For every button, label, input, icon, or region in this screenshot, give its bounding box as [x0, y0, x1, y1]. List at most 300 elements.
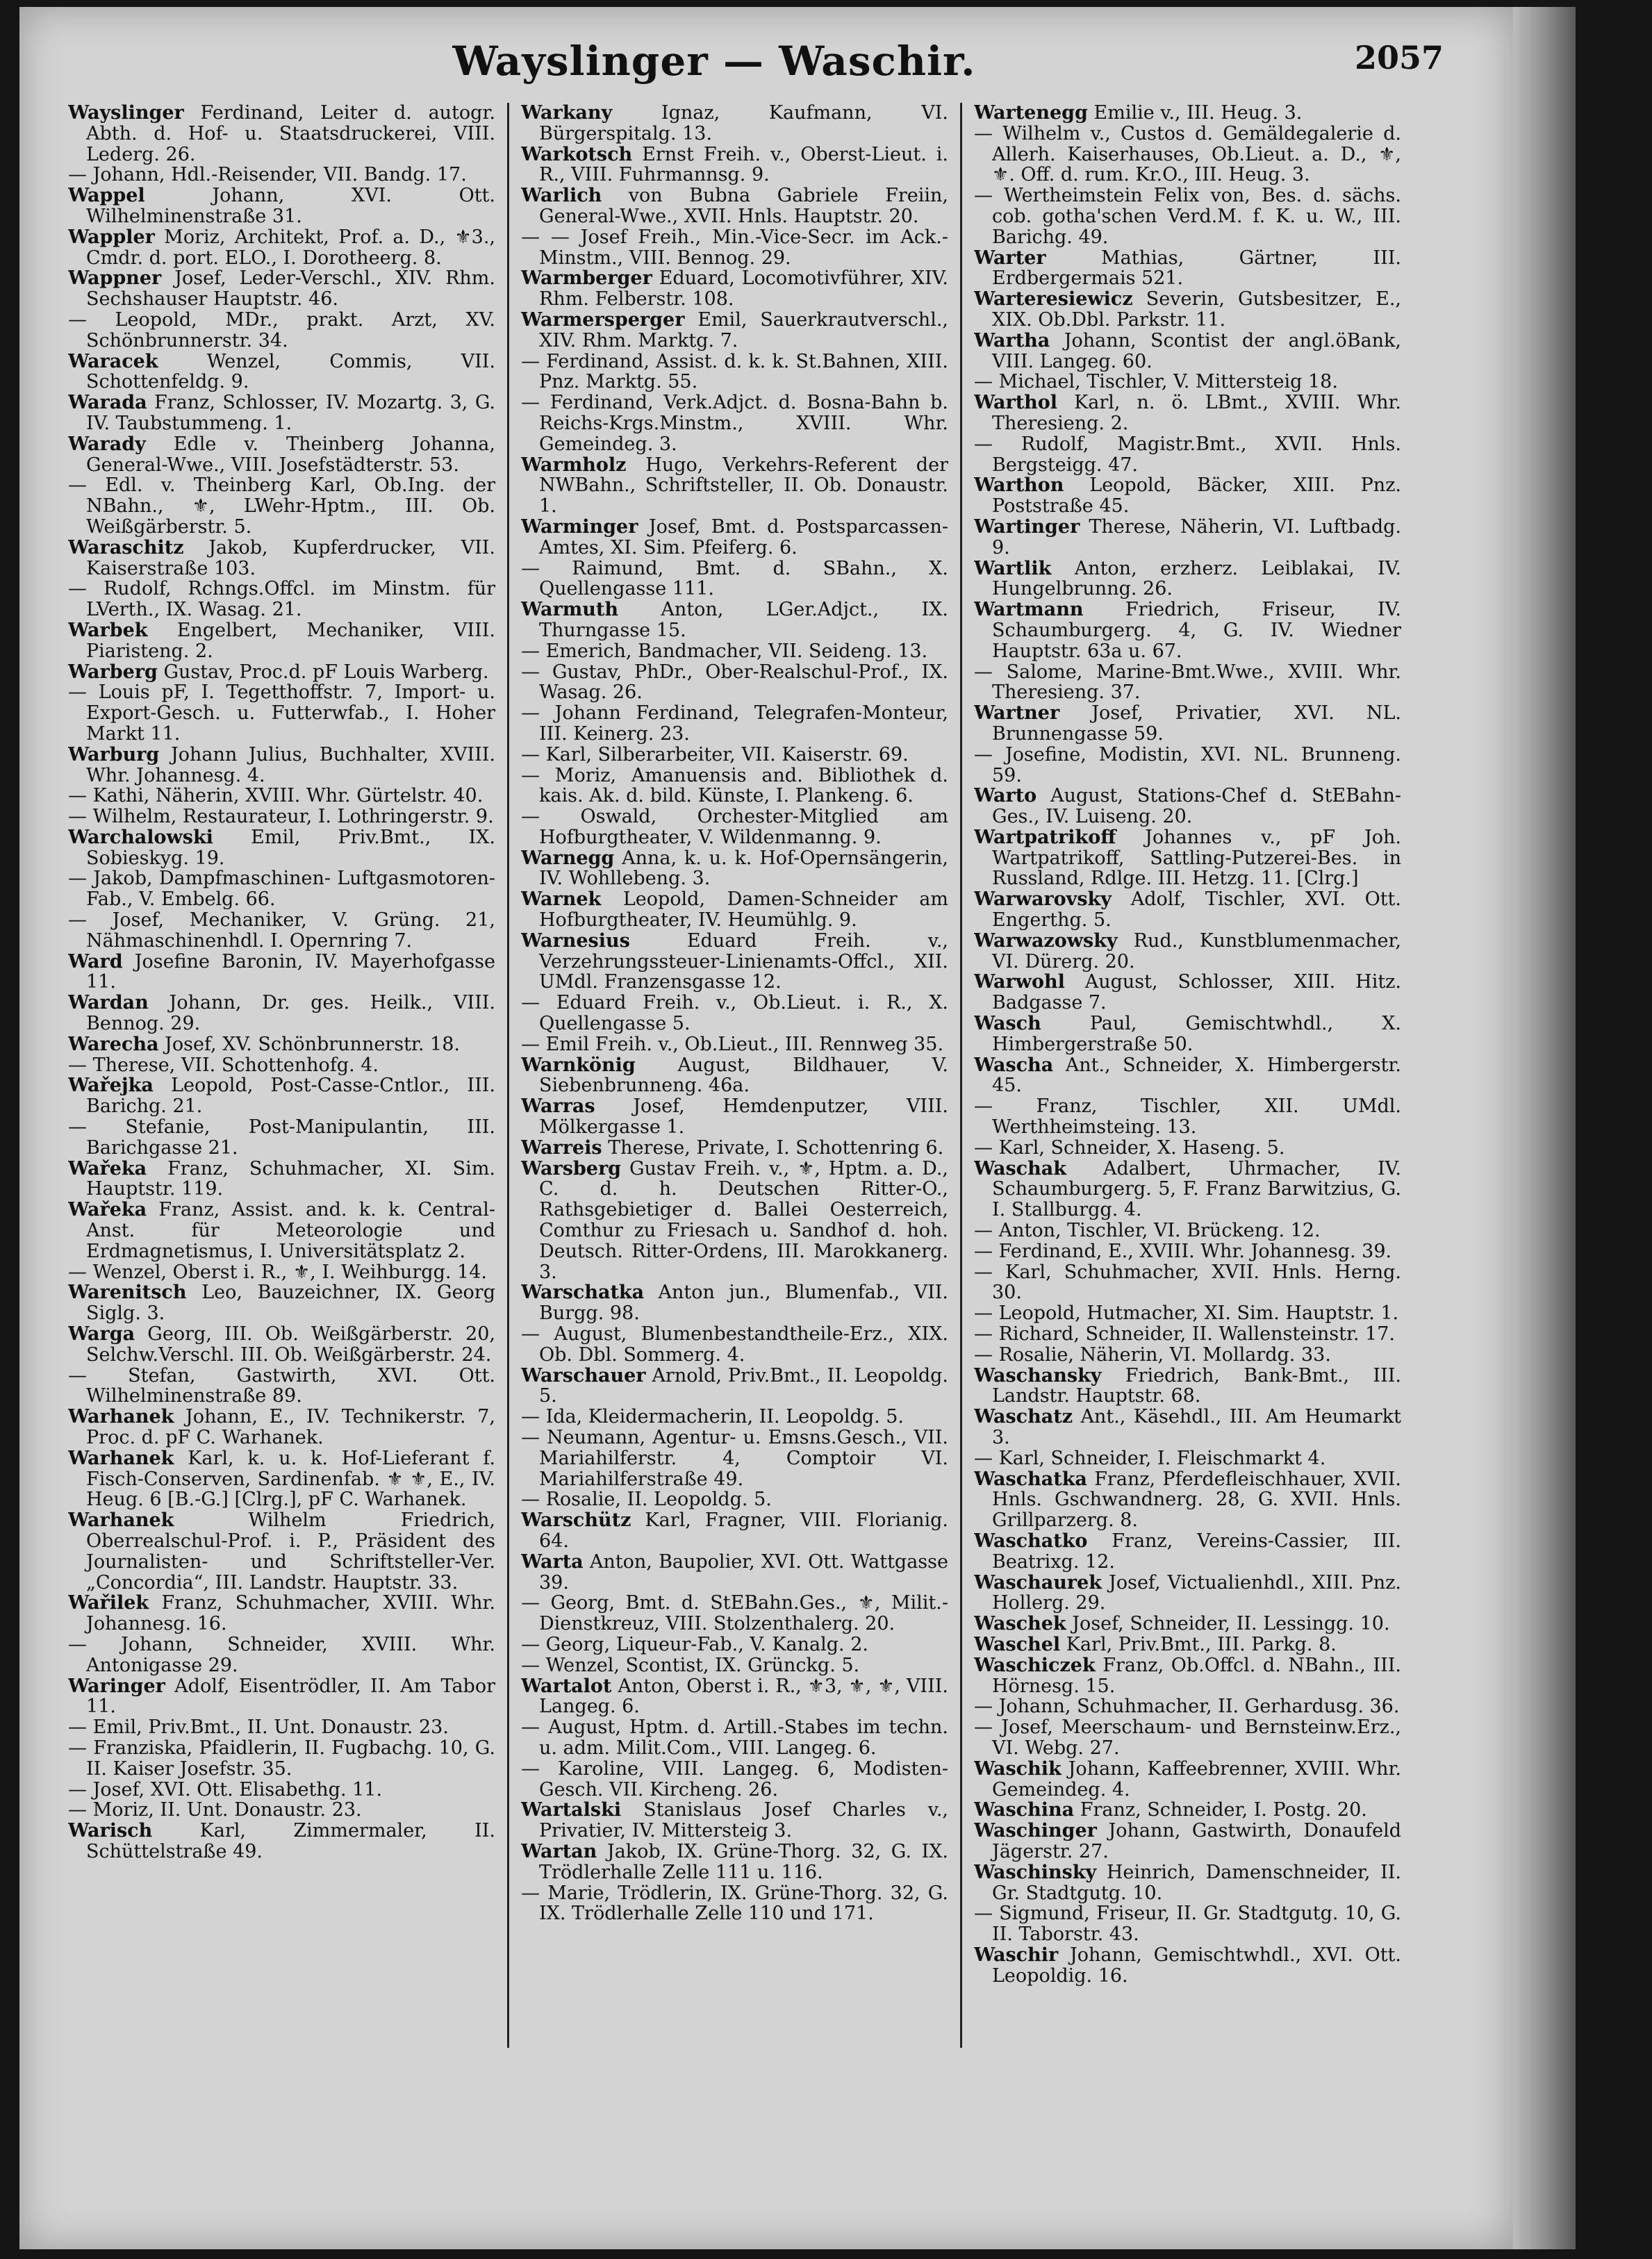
entry-surname: Wartenegg — [974, 103, 1088, 124]
directory-entry — [521, 1138, 948, 1159]
directory-entry — [68, 1262, 495, 1283]
entry-surname: Wappel — [68, 185, 145, 207]
entry-details: Karl, Zimmermaler, II. Schüttelstraße 49. — [86, 1820, 495, 1862]
entry-surname: Warwarovsky — [974, 888, 1112, 911]
entry-details: Johann, Kaffeebrenner, XVIII. Whr. Gemeindeg. 4. — [992, 1757, 1401, 1801]
entry-details: Wilhelm Friedrich, Oberrealschul-Prof. i. P., Präsident des Journalisten- und Schriftsteller-Ver. „Concordia“, III. Landstr. Hauptstr. 33. — [86, 1509, 495, 1594]
entry-details: — Kathi, Näherin, XVIII. Whr. Gürtelstr. 40. — [68, 785, 484, 807]
entry-details: — Louis pF, I. Tegetthoffstr. 7, Import- u. Export-Gesch. u. Futterwfab., I. Hoher Markt 11. — [68, 681, 495, 745]
entry-details: Adolf, Eisentrödler, II. Am Tabor 11. — [86, 1675, 495, 1718]
entry-details: — Salome, Marine-Bmt.Wwe., XVIII. Whr. Theresieng. 37. — [974, 661, 1401, 704]
entry-details: — Sigmund, Friseur, II. Gr. Stadtgutg. 10, G. II. Taborstr. 43. — [974, 1903, 1401, 1946]
entry-details: — Michael, Tischler, V. Mittersteig 18. — [974, 371, 1338, 393]
entry-surname: Wartmann — [974, 599, 1084, 621]
column-3 — [974, 103, 1401, 2228]
entry-details: Franz, Schlosser, IV. Mozartg. 3, G. IV. Taubstummeng. 1. — [86, 392, 495, 434]
entry-details: Arnold, Priv.Bmt., II. Leopoldg. 5. — [539, 1364, 948, 1407]
directory-entry — [68, 434, 495, 476]
entry-details: Johann, Gastwirth, Donaufeld Jägerstr. 27. — [992, 1820, 1401, 1862]
entry-details: — Johann, Schneider, XVIII. Whr. Antonigasse 29. — [68, 1633, 495, 1676]
directory-entry — [521, 1883, 948, 1925]
directory-entry — [521, 1324, 948, 1366]
directory-entry — [521, 1034, 948, 1055]
entry-details: — Oswald, Orchester-Mitglied am Hofburgtheater, V. Wildenmanng. 9. — [521, 806, 948, 848]
directory-entry — [521, 1055, 948, 1097]
entry-details: — Therese, VII. Schottenhofg. 4. — [68, 1054, 379, 1076]
directory-entry — [521, 1759, 948, 1801]
directory-entry — [521, 931, 948, 993]
entry-surname: Wařeka — [68, 1157, 147, 1180]
entry-details: Ignaz, Kaufmann, VI. Bürgerspitalg. 13. — [539, 103, 948, 144]
entry-details: — Josef, Meerschaum- und Bernsteinw.Erz., VI. Webg. 27. — [974, 1716, 1401, 1759]
directory-entry — [974, 248, 1401, 290]
entry-surname: Wařilek — [68, 1592, 149, 1614]
entry-details: — Ferdinand, Verk.Adjct. d. Bosna-Bahn b. Reichs-Krgs.Minstm., XVIII. Whr. Gemeindeg. 3. — [521, 392, 948, 455]
entry-details: Anna, k. u. k. Hof-Opernsängerin, IV. Wohllebeng. 3. — [539, 847, 948, 890]
entry-surname: Waschiczek — [974, 1654, 1096, 1676]
directory-entry — [521, 392, 948, 454]
entry-details: Karl, n. ö. LBmt., XVIII. Whr. Theresieng. 2. — [992, 392, 1401, 434]
column-1 — [68, 103, 495, 2228]
directory-entry — [974, 599, 1401, 661]
entry-surname: Warkotsch — [521, 143, 633, 165]
entry-surname: Warhanek — [68, 1447, 174, 1469]
entry-surname: Wařeka — [68, 1199, 147, 1221]
directory-entry — [68, 952, 495, 993]
entry-details: — Wilhelm v., Custos d. Gemäldegalerie d. Allerh. Kaiserhauses, Ob.Lieut. a. D., ⚜, ⚜. Off. d. rum. Kr.O., III. Heug. 3. — [974, 122, 1401, 186]
entry-details: Adalbert, Uhrmacher, IV. Schaumburgerg. 5, F. Franz Barwitzius, G. I. Stallburgg. 4. — [992, 1157, 1401, 1221]
entry-surname: Warenitsch — [68, 1282, 187, 1304]
directory-entry — [68, 1717, 495, 1738]
entry-details: Karl, Fragner, VIII. Florianig. 64. — [539, 1509, 948, 1552]
entry-details: Jakob, Kupferdrucker, VII. Kaiserstraße 103. — [86, 536, 495, 579]
directory-entry — [68, 1366, 495, 1407]
entry-details: Franz, Schneider, I. Postg. 20. — [1080, 1799, 1367, 1821]
directory-entry — [521, 517, 948, 558]
directory-entry — [974, 1573, 1401, 1614]
entry-details: Therese, Näherin, VI. Luftbadg. 9. — [992, 515, 1401, 558]
directory-entry — [521, 662, 948, 704]
directory-entry — [974, 1096, 1401, 1138]
entry-details: — Jakob, Dampfmaschinen- Luftgasmotoren-Fab., V. Embelg. 66. — [68, 868, 495, 911]
entry-details: — Stefan, Gastwirth, XVI. Ott. Wilhelminenstraße 89. — [68, 1364, 495, 1407]
entry-surname: Warchalowski — [68, 826, 213, 848]
entry-surname: Warberg — [68, 661, 158, 683]
entry-details: — Rudolf, Rchngs.Offcl. im Minstm. für LVerth., IX. Wasag. 21. — [68, 578, 495, 621]
entry-surname: Waschir — [974, 1944, 1059, 1966]
directory-entry — [974, 392, 1401, 434]
entry-details: Gustav, Proc.d. pF Louis Warberg. — [163, 661, 489, 683]
directory-entry — [974, 475, 1401, 517]
entry-details: — Karoline, VIII. Langeg. 6, Modisten-Gesch. VII. Kircheng. 26. — [521, 1757, 948, 1801]
entry-surname: Warhanek — [68, 1509, 174, 1532]
entry-surname: Warschütz — [521, 1509, 631, 1532]
entry-surname: Warminger — [521, 515, 638, 538]
entry-surname: Warlich — [521, 185, 602, 207]
directory-entry — [974, 1138, 1401, 1159]
entry-surname: Waschel — [974, 1633, 1061, 1655]
entry-surname: Wappner — [68, 267, 162, 290]
directory-entry — [68, 103, 495, 165]
directory-entry — [521, 1842, 948, 1883]
entry-details: — Karl, Schneider, I. Fleischmarkt 4. — [974, 1447, 1326, 1469]
directory-entry — [68, 310, 495, 351]
entry-details: Johann, Gemischtwhdl., XVI. Ott. Leopoldig. 16. — [992, 1944, 1401, 1987]
directory-entry — [974, 1448, 1401, 1469]
directory-entry — [68, 993, 495, 1034]
entry-surname: Warnek — [521, 888, 602, 911]
directory-entry — [68, 1593, 495, 1635]
entry-surname: Waschaurek — [974, 1571, 1102, 1594]
entry-surname: Warga — [68, 1323, 135, 1346]
entry-details: Engelbert, Mechaniker, VIII. Piaristeng. 2. — [86, 619, 495, 662]
directory-entry — [521, 848, 948, 890]
entry-surname: Warwohl — [974, 971, 1065, 993]
directory-entry — [521, 185, 948, 227]
directory-entry — [974, 786, 1401, 827]
directory-entry — [974, 1241, 1401, 1262]
entry-details: — August, Blumenbestandtheile-Erz., XIX. Ob. Dbl. Sommerg. 4. — [521, 1323, 948, 1366]
entry-details: Johann, Dr. ges. Heilk., VIII. Bennog. 29. — [86, 992, 495, 1035]
directory-entry — [68, 392, 495, 434]
directory-entry — [974, 1262, 1401, 1304]
directory-entry — [521, 1428, 948, 1489]
entry-details: — Karl, Silberarbeiter, VII. Kaiserstr. 69. — [521, 743, 909, 766]
entry-surname: Warnkönig — [521, 1054, 636, 1076]
directory-entry — [521, 1552, 948, 1594]
directory-entry — [521, 1407, 948, 1428]
directory-entry — [521, 1510, 948, 1552]
directory-entry — [68, 165, 495, 185]
entry-details: Eduard Freih. v., Verzehrungssteuer-Linienamts-Offcl., XII. UMdl. Franzensgasse 12. — [539, 929, 948, 993]
entry-details: — August, Hptm. d. Artill.-Stabes im techn. u. adm. Milit.Com., VIII. Langeg. 6. — [521, 1716, 948, 1759]
entry-details: Josef, Hemdenputzer, VIII. Mölkergasse 1. — [539, 1095, 948, 1139]
directory-entry — [974, 1366, 1401, 1407]
entry-details: Josef, XV. Schönbrunnerstr. 18. — [165, 1033, 460, 1055]
directory-entry — [521, 766, 948, 807]
directory-entry — [68, 1159, 495, 1200]
entry-details: Leopold, Post-Casse-Cntlor., III. Barichg. 21. — [86, 1075, 495, 1118]
entry-details: Therese, Private, I. Schottenring 6. — [608, 1136, 944, 1159]
directory-entry — [68, 579, 495, 620]
directory-entry — [68, 662, 495, 683]
entry-details: Gustav Freih. v., ⚜, Hptm. a. D., C. d. h. Deutschen Ritter-O., Rathsgebietiger d. Ballei Oesterreich, Comthur zu Friesach u. Sandhof d. hoh. Deutsch. Ritter-Ordens, III. Marokkanerg. 3. — [539, 1157, 948, 1283]
directory-entry — [974, 1013, 1401, 1055]
directory-entry — [68, 268, 495, 310]
entry-details: — Marie, Trödlerin, IX. Grüne-Thorg. 32, G. IX. Trödlerhalle Zelle 110 und 171. — [521, 1882, 948, 1925]
entry-surname: Warsberg — [521, 1157, 622, 1180]
entry-surname: Warnegg — [521, 847, 615, 869]
entry-details: Eduard, Locomotivführer, XIV. Rhm. Felberstr. 108. — [539, 267, 948, 311]
entry-details: — Neumann, Agentur- u. Emsns.Gesch., VII. Mariahilferstr. 4, Comptoir VI. Mariahilferstraße 49. — [521, 1427, 948, 1490]
entry-details: Friedrich, Bank-Bmt., III. Landstr. Hauptstr. 68. — [992, 1364, 1401, 1407]
directory-entry — [974, 558, 1401, 600]
entry-surname: Warthon — [974, 474, 1064, 497]
entry-details: — Josef, Mechaniker, V. Grüng. 21, Nähmaschinenhdl. I. Opernring 7. — [68, 909, 495, 952]
entry-details: Franz, Ob.Offcl. d. NBahn., III. Hörnesg. 15. — [992, 1654, 1401, 1697]
directory-entry — [68, 1738, 495, 1780]
entry-details: Stanislaus Josef Charles v., Privatier, IV. Mittersteig 3. — [539, 1799, 948, 1842]
entry-details: — Leopold, Hutmacher, XI. Sim. Hauptstr. 1. — [974, 1302, 1399, 1325]
entry-details: Karl, k. u. k. Hof-Lieferant f. Fisch-Conserven, Sardinenfab. ⚜ ⚜, E., IV. Heug. 6 [B.-G.] [Clrg.], pF C. Warhanek. — [86, 1447, 495, 1511]
directory-entry — [68, 227, 495, 269]
directory-entry — [974, 662, 1401, 704]
entry-surname: Wartlik — [974, 557, 1052, 579]
entry-details: — Franz, Tischler, XII. UMdl. Werthheimsteing. 13. — [974, 1095, 1401, 1139]
directory-entry — [521, 599, 948, 641]
directory-entry — [974, 1696, 1401, 1717]
entry-surname: Waschatko — [974, 1530, 1088, 1552]
entry-details: Leopold, Bäcker, XIII. Pnz. Poststraße 45. — [992, 474, 1401, 518]
entry-surname: Wartan — [521, 1840, 597, 1862]
directory-entry — [974, 124, 1401, 185]
entry-details: — Franziska, Pfaidlerin, II. Fugbachg. 10, G. II. Kaiser Josefstr. 35. — [68, 1737, 495, 1780]
entry-details: Paul, Gemischtwhdl., X. Himbergerstraße 50. — [992, 1013, 1401, 1055]
entry-details: Anton, Baupolier, XVI. Ott. Wattgasse 39. — [539, 1550, 948, 1594]
running-head: Wayslinger — Waschir. — [452, 38, 976, 85]
entry-details: — Stefanie, Post-Manipulantin, III. Barichgasse 21. — [68, 1116, 495, 1159]
entry-surname: Waschatz — [974, 1406, 1073, 1428]
entry-surname: Warady — [68, 433, 146, 455]
entry-surname: Ward — [68, 950, 123, 973]
entry-details: Georg, III. Ob. Weißgärberstr. 20, Selchw.Verschl. III. Ob. Weißgärberstr. 24. — [86, 1323, 495, 1366]
entry-surname: Warmberger — [521, 267, 652, 290]
entry-details: Leopold, Damen-Schneider am Hofburgtheater, IV. Heumühlg. 9. — [539, 888, 948, 932]
entry-surname: Wartner — [974, 702, 1060, 725]
entry-details: — Josefine, Modistin, XVI. NL. Brunneng. 59. — [974, 743, 1401, 786]
entry-details: — Moriz, Amanuensis and. Bibliothek d. kais. Ak. d. bild. Künste, I. Plankeng. 6. — [521, 764, 948, 807]
entry-details: Johann Julius, Buchhalter, XVIII. Whr. Johannesg. 4. — [86, 743, 495, 786]
directory-entry — [974, 1717, 1401, 1759]
entry-surname: Wartha — [974, 329, 1050, 351]
entry-details: — Karl, Schuhmacher, XVII. Hnls. Herng. 30. — [974, 1261, 1401, 1304]
directory-entry — [521, 455, 948, 517]
directory-entry — [68, 1448, 495, 1510]
directory-entry — [974, 1531, 1401, 1573]
entry-details: — Emil, Priv.Bmt., II. Unt. Donaustr. 23. — [68, 1716, 449, 1739]
entry-details: Josef, Privatier, XVI. NL. Brunnengasse 59. — [992, 702, 1401, 745]
entry-details: — Johann, Schuhmacher, II. Gerhardusg. 36. — [974, 1696, 1400, 1718]
entry-details: Moriz, Architekt, Prof. a. D., ⚜3., Cmdr. d. port. ELO., I. Dorotheerg. 8. — [86, 226, 495, 269]
entry-surname: Warwazowsky — [974, 929, 1118, 952]
entry-details: — Raimund, Bmt. d. SBahn., X. Quellengasse 111. — [521, 557, 948, 600]
entry-details: — Richard, Schneider, II. Wallensteinstr. 17. — [974, 1323, 1395, 1346]
page-header — [19, 38, 1513, 93]
entry-details: Rud., Kunstblumenmacher, VI. Dürerg. 20. — [992, 929, 1401, 973]
directory-entry — [974, 931, 1401, 973]
entry-details: Josef, Leder-Verschl., XIV. Rhm. Sechshauser Hauptstr. 46. — [86, 267, 495, 311]
directory-entry — [521, 227, 948, 269]
entry-details: Emil, Priv.Bmt., IX. Sobieskyg. 19. — [86, 826, 495, 869]
entry-surname: Wappler — [68, 226, 155, 248]
directory-entry — [521, 1676, 948, 1718]
entry-surname: Warada — [68, 392, 147, 414]
entry-details: Adolf, Tischler, XVI. Ott. Engerthg. 5. — [992, 888, 1401, 932]
directory-entry — [68, 745, 495, 786]
directory-entry — [521, 703, 948, 745]
entry-details: Anton, LGer.Adjct., IX. Thurngasse 15. — [539, 599, 948, 641]
entry-surname: Warschauer — [521, 1364, 646, 1387]
directory-entry — [521, 1159, 948, 1283]
entry-details: — Georg, Bmt. d. StEBahn.Ges., ⚜, Milit.-Dienstkreuz, VIII. Stolzenthalerg. 20. — [521, 1592, 948, 1635]
entry-surname: Warschatka — [521, 1282, 645, 1304]
entry-details: — Ferdinand, Assist. d. k. k. St.Bahnen, XIII. Pnz. Marktg. 55. — [521, 350, 948, 393]
directory-entry — [521, 806, 948, 848]
directory-entry — [974, 1303, 1401, 1324]
directory-entry — [68, 1324, 495, 1366]
directory-entry — [521, 1635, 948, 1655]
directory-entry — [521, 1717, 948, 1759]
entry-surname: Waschatka — [974, 1468, 1087, 1490]
entry-details: Wenzel, Commis, VII. Schottenfeldg. 9. — [86, 350, 495, 393]
page-number: 2057 — [1354, 39, 1444, 76]
entry-details: — Rosalie, II. Leopoldg. 5. — [521, 1489, 772, 1511]
entry-details: — Johann, Hdl.-Reisender, VII. Bandg. 17. — [68, 164, 467, 186]
directory-entry — [68, 1200, 495, 1261]
entry-surname: Waschinsky — [974, 1861, 1097, 1883]
entry-details: — Eduard Freih. v., Ob.Lieut. i. R., X. Quellengasse 5. — [521, 992, 948, 1035]
directory-entry — [974, 1324, 1401, 1345]
directory-entry — [974, 331, 1401, 372]
entry-surname: Warreis — [521, 1136, 602, 1159]
directory-entry — [68, 1780, 495, 1801]
entry-details: Anton, erzherz. Leiblakai, IV. Hungelbrunng. 26. — [992, 557, 1401, 600]
directory-entry — [974, 185, 1401, 247]
directory-entry — [974, 289, 1401, 331]
directory-entry — [68, 1055, 495, 1076]
entry-details: Johann, XVI. Ott. Wilhelminenstraße 31. — [86, 185, 495, 227]
entry-details: Franz, Schuhmacher, XVIII. Whr. Johannesg. 16. — [86, 1592, 495, 1635]
directory-entry — [68, 1800, 495, 1821]
directory-entry — [974, 103, 1401, 124]
directory-entry — [974, 972, 1401, 1013]
entry-details: Mathias, Gärtner, III. Erdbergermais 521. — [992, 247, 1401, 290]
entry-surname: Warthol — [974, 392, 1058, 414]
entry-details: August, Schlosser, XIII. Hitz. Badgasse 7. — [992, 971, 1401, 1014]
directory-entry — [521, 1282, 948, 1324]
entry-details: Heinrich, Damenschneider, II. Gr. Stadtgutg. 10. — [992, 1861, 1401, 1904]
directory-entry — [521, 745, 948, 766]
entry-details: — Karl, Schneider, X. Haseng. 5. — [974, 1136, 1285, 1159]
directory-entry — [68, 1676, 495, 1718]
entry-details: — Ida, Kleidermacherin, II. Leopoldg. 5. — [521, 1406, 904, 1428]
directory-entry — [974, 1407, 1401, 1448]
directory-entry — [974, 1945, 1401, 1987]
entry-details: Josefine Baronin, IV. Mayerhofgasse 11. — [86, 950, 495, 993]
entry-details: — Leopold, MDr., prakt. Arzt, XV. Schönbrunnerstr. 34. — [68, 308, 495, 351]
entry-details: — Wenzel, Oberst i. R., ⚜, I. Weihburgg. 14. — [68, 1261, 487, 1283]
entry-surname: Warta — [521, 1550, 584, 1573]
entry-details: Emil, Sauerkrautverschl., XIV. Rhm. Marktg. 7. — [539, 308, 948, 351]
directory-entry — [68, 910, 495, 952]
directory-entry — [974, 1800, 1401, 1821]
entry-details: — Anton, Tischler, VI. Brückeng. 12. — [974, 1220, 1321, 1242]
entry-details: Ferdinand, Leiter d. autogr. Abth. d. Hof- u. Staatsdruckerei, VIII. Lederg. 26. — [86, 103, 495, 165]
entry-surname: Warburg — [68, 743, 160, 766]
entry-details: von Bubna Gabriele Freiin, General-Wwe., XVII. Hnls. Hauptstr. 20. — [539, 185, 948, 227]
entry-details: — Emil Freih. v., Ob.Lieut., III. Rennweg 35. — [521, 1033, 944, 1055]
entry-details: August, Bildhauer, V. Siebenbrunneng. 46a. — [539, 1054, 948, 1097]
directory-entry — [974, 703, 1401, 745]
entry-surname: Wartalski — [521, 1799, 622, 1821]
entry-details: Leo, Bauzeichner, IX. Georg Siglg. 3. — [86, 1282, 495, 1325]
directory-entry — [521, 1655, 948, 1676]
directory-entry — [68, 185, 495, 227]
entry-details: Josef, Bmt. d. Postsparcassen-Amtes, XI. Sim. Pfeiferg. 6. — [539, 515, 948, 558]
directory-entry — [68, 1407, 495, 1448]
entry-surname: Waschinger — [974, 1820, 1097, 1842]
entry-details: Johannes v., pF Joh. Wartpatrikoff, Sattling-Putzerei-Bes. in Russland, Rdlge. III. Hetzg. 11. [Clrg.] — [992, 826, 1401, 890]
directory-entry — [974, 1159, 1401, 1220]
entry-details: — Gustav, PhDr., Ober-Realschul-Prof., IX. Wasag. 26. — [521, 661, 948, 704]
page-edge — [1513, 7, 1576, 2249]
directory-entry — [68, 827, 495, 869]
entry-surname: Waschina — [974, 1799, 1075, 1821]
directory-entry — [521, 889, 948, 931]
directory-entry — [68, 868, 495, 910]
directory-entry — [974, 517, 1401, 558]
entry-details: Franz, Vereins-Cassier, III. Beatrixg. 12. — [992, 1530, 1401, 1573]
directory-entry — [974, 1759, 1401, 1801]
directory-entry — [521, 1489, 948, 1510]
entry-surname: Wartalot — [521, 1675, 612, 1697]
directory-entry — [974, 1220, 1401, 1241]
directory-entry — [521, 351, 948, 393]
column-rule — [960, 103, 962, 2048]
directory-entry — [68, 1034, 495, 1055]
directory-entry — [974, 1345, 1401, 1366]
entry-surname: Waraschitz — [68, 536, 184, 558]
entry-surname: Warmersperger — [521, 308, 685, 331]
entry-details: Johann, Scontist der angl.öBank, VIII. Langeg. 60. — [992, 329, 1401, 372]
entry-details: Josef, Schneider, II. Lessingg. 10. — [1072, 1613, 1390, 1635]
entry-surname: Warras — [521, 1095, 595, 1118]
directory-entry — [68, 1510, 495, 1593]
entry-surname: Warecha — [68, 1033, 159, 1055]
directory-entry — [974, 1655, 1401, 1697]
directory-entry — [68, 682, 495, 744]
directory-entry — [521, 641, 948, 662]
entry-surname: Warmuth — [521, 599, 618, 621]
directory-entry — [521, 103, 948, 144]
directory-entry — [521, 1593, 948, 1635]
entry-details: Friedrich, Friseur, IV. Schaumburgerg. 4, G. IV. Wiedner Hauptstr. 63a u. 67. — [992, 599, 1401, 662]
entry-surname: Wasch — [974, 1013, 1041, 1035]
directory-page — [19, 7, 1513, 2249]
entry-surname: Warhanek — [68, 1406, 174, 1428]
directory-entry — [974, 889, 1401, 931]
entry-surname: Warisch — [68, 1820, 153, 1842]
directory-entry — [974, 372, 1401, 392]
entry-details: Johann, E., IV. Technikerstr. 7, Proc. d. pF C. Warhanek. — [86, 1406, 495, 1448]
entry-surname: Warnesius — [521, 929, 630, 952]
entry-details: Severin, Gutsbesitzer, E., XIX. Ob.Dbl. Parkstr. 11. — [992, 288, 1401, 331]
entry-details: Anton jun., Blumenfab., VII. Burgg. 98. — [539, 1282, 948, 1325]
entry-surname: Waschak — [974, 1157, 1066, 1180]
entry-surname: Waschansky — [974, 1364, 1102, 1387]
directory-entry — [974, 1903, 1401, 1945]
entry-details: Ernst Freih. v., Oberst-Lieut. i. R., VIII. Fuhrmannsg. 9. — [539, 143, 948, 186]
directory-entry — [521, 1800, 948, 1842]
directory-entry — [974, 1635, 1401, 1655]
column-rule — [507, 103, 509, 2048]
entry-details: Karl, Priv.Bmt., III. Parkg. 8. — [1066, 1633, 1337, 1655]
directory-entry — [68, 786, 495, 806]
directory-entry — [974, 745, 1401, 786]
entry-surname: Warbek — [68, 619, 148, 641]
entry-details: — Rosalie, Näherin, VI. Mollardg. 33. — [974, 1343, 1331, 1366]
entry-details: — Moriz, II. Unt. Donaustr. 23. — [68, 1799, 362, 1821]
